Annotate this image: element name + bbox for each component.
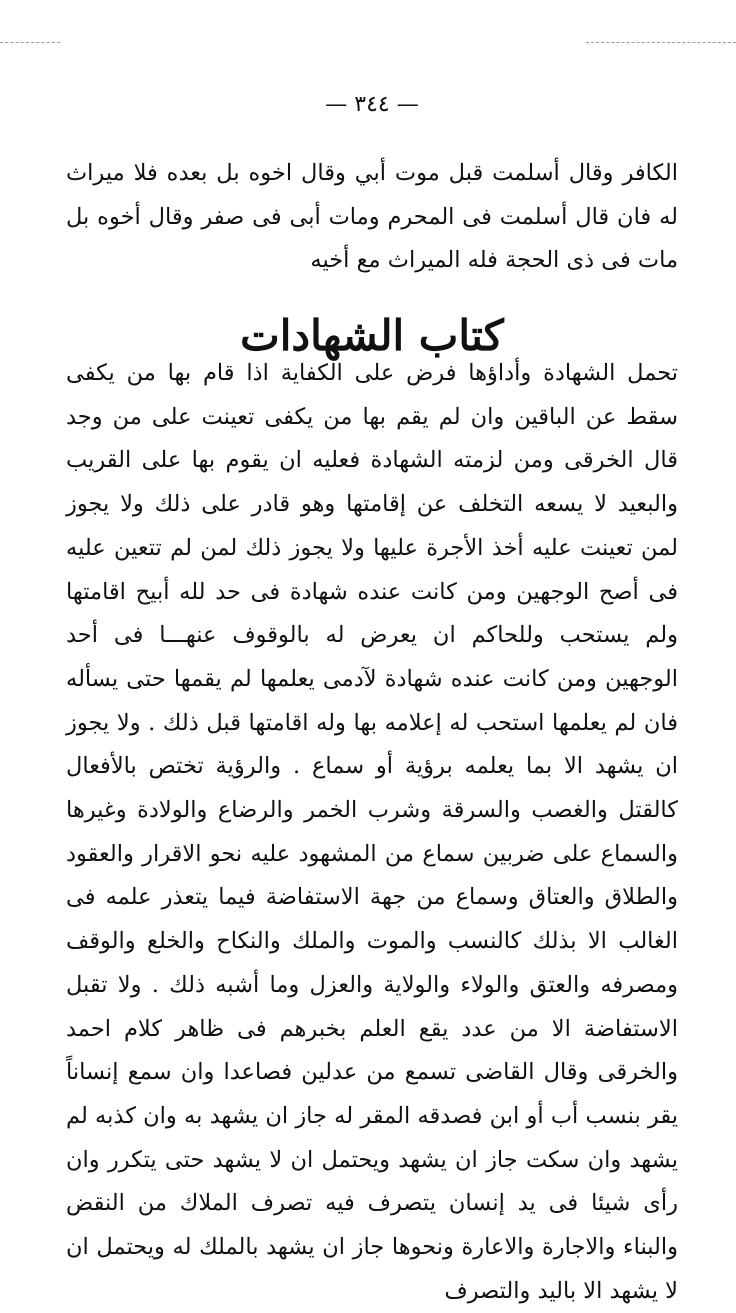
body-paragraph: تحمل الشهادة وأداؤها فرض على الكفاية اذا قام بها من يكفى سقط عن الباقين وان لم يقم بها من يكفى تعينت على من وجد قال الخرقى ومن لزمته الشهادة فعليه ان يقوم بها على القريب والبعيد لا يسعه التخلف عن إقامتها وهو قادر على ذلك ولا يجوز لمن تعينت عليه أخذ الأجرة عليها ولا يجوز ذلك لمن لم تتعين عليه فى أصح الوجهين ومن كانت عنده شهادة فى حد لله أبيح اقامتها ولم يستحب وللحاكم ان يعرض له بالوقوف عنهـــا فى أحد الوجهين ومن كانت عنده شهادة لآدمى يعلمها لم يقمها حتى يسأله فان لم يعلمها استحب له إعلامه بها وله اقامتها قبل ذلك . ولا يجوز ان يشهد الا بما يعلمه برؤية أو سماع . والرؤية تختص بالأفعال كالقتل والغصب والسرقة وشرب الخمر والرضاع والولادة وغيرها والسماع على ضربين سماع من المشهود عليه نحو الاقرار والعقود والطلاق والعتاق وسماع من جهة الاستفاضة فيما يتعذر علمه فى الغالب الا بذلك كالنسب والموت والملك والنكاح والخلع والوقف ومصرفه والعتق والولاء والولاية والعزل وما أشبه ذلك . ولا تقبل الاستفاضة الا من عدد يقع العلم بخبرهم فى ظاهر كلام احمد والخرقى وقال القاضى تسمع من عدلين فصاعدا وان سمع إنساناً يقر بنسب أب أو ابن فصدقه المقر له جاز ان يشهد به وان كذبه لم يشهد وان سكت جاز ان يشهد ويحتمل ان لا يشهد حتى يتكرر وان رأى شيئا فى يد إنسان يتصرف فيه تصرف الملاك من النقض والبناء والاجارة والاعارة ونحوها جاز ان يشهد بالملك له ويحتمل ان لا يشهد الا باليد والتصرف (66, 360, 678, 1304)
book-page (66, 0, 678, 1304)
page-number: — ٣٤٤ — (325, 92, 419, 117)
chapter-title: كتاب الشهادات (240, 311, 504, 361)
scan-edge-mark-left (0, 42, 60, 43)
intro-paragraph: الكافر وقال أسلمت قبل موت أبي وقال اخوه بل بعده فلا ميراث له فان قال أسلمت فى المحرم ومات أبى فى صفر وقال أخوه بل مات فى ذى الحجة فله الميراث مع أخيه (66, 160, 678, 274)
